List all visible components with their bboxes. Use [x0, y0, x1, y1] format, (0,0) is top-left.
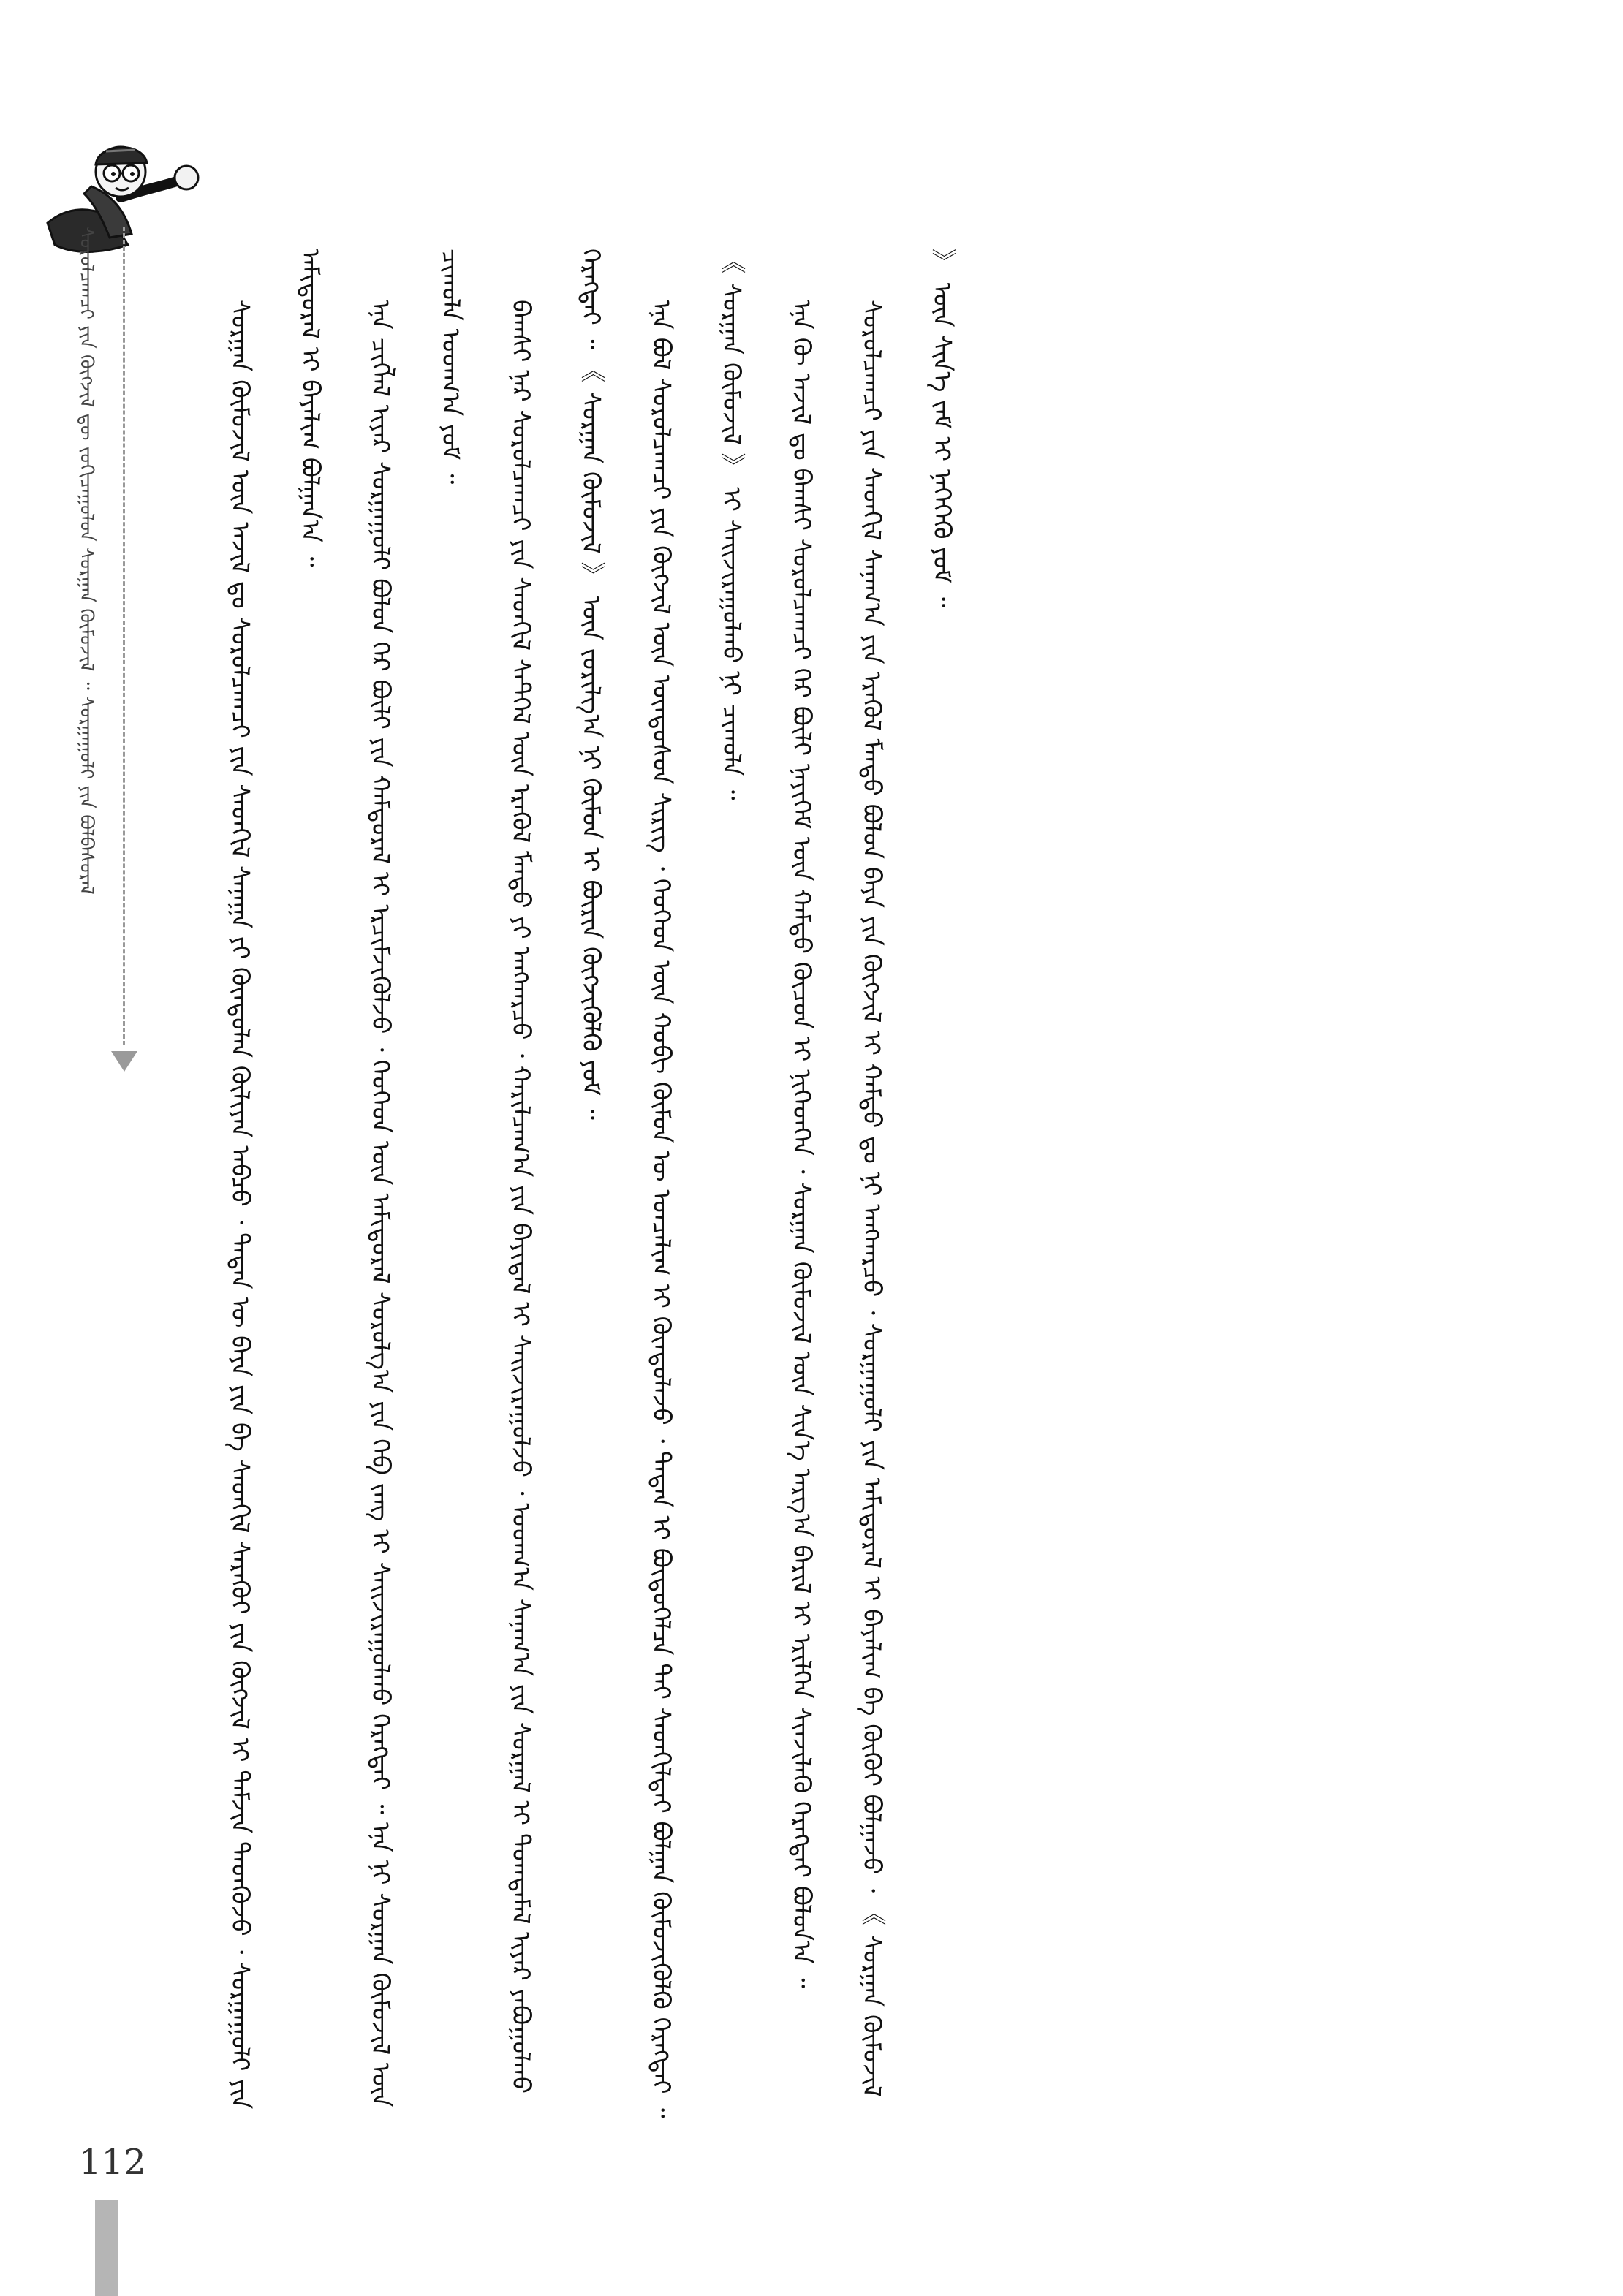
running-header: ᠰᠤᠷᠤᠯᠴᠠᠭᠴᠢ ᠶᠢᠨ ᠬᠥᠭᠵᠢᠯ ᠳᠦ ᠵᠣᠬᠢᠴᠠᠭᠤᠯᠤᠨ ᠰᠤᠷᠭᠠᠨ ᠬᠥᠮᠦᠵᠢᠯ ᠃ ᠰᠤᠷᠭᠠᠭᠤᠯᠢ ᠶᠢᠨ ᠪᠣᠯᠪᠠᠰᠤᠷᠠᠯ	[75, 227, 97, 895]
paragraph: ᠡᠨᠡ ᠪᠣᠯ ᠰᠤᠷᠤᠯᠴᠠᠭᠴᠢ ᠶᠢᠨ ᠬᠥᠭᠵᠢᠯ ᠦᠨ ᠦᠨᠳᠦᠰᠦᠨ ᠰᠢᠷᠢᠭ ᠂ ᠬᠡᠦᠬᠡᠳ ᠦᠨ ᠬᠤᠪᠢ ᠬᠦᠮᠦᠨ ᠦ ᠣᠨᠴᠠᠯᠢᠭ ᠢ ᠬᠦᠨᠳᠦᠯᠡᠵᠦ ᠂ ᠲᠡᠳᠡᠨ ᠢ ᠪᠦᠲᠦᠭᠡᠯᠴᠡ ᠲᠠᠢ ᠰᠡᠳᠬᠢᠯᠲᠡᠢ ᠪᠣᠯᠭᠠᠨ ᠬᠥᠮᠦᠵᠢᠭᠦᠯᠬᠦ ᠬᠡᠷᠡᠭᠲᠡᠢ ᠃ 《 ᠰᠤᠷᠭᠠᠨ ᠬᠥᠮᠦᠵᠢᠯ 》 ᠢ ᠰᠠᠢᠵᠢᠷᠠᠭᠤᠯᠬᠤ ᠨᠢ ᠴᠢᠬᠤᠯᠠ ᠃	[646, 249, 746, 2118]
page-edge-tab	[95, 2200, 118, 2296]
paragraph: ᠰᠤᠷᠤᠯᠴᠠᠭᠴᠢ ᠶᠢᠨ ᠰᠡᠳᠬᠢᠯ ᠰᠠᠨᠠᠭ᠎ᠠ ᠶᠢᠨ ᠡᠷᠡᠭᠦᠯ ᠮᠡᠨᠳᠦ ᠪᠣᠯᠤᠨ ᠪᠡᠶᠡ ᠶᠢᠨ ᠬᠥᠭᠵᠢᠯ ᠢ ᠬᠠᠮᠲᠤ ᠳᠤ ᠨᠢ ᠠᠩᠬᠠᠷᠴᠤ ᠂ ᠰᠤᠷᠭᠠᠭᠤᠯᠢ ᠶᠢᠨ ᠠᠮᠢᠳᠤᠷᠠᠯ ᠢ ᠪᠠᠶᠠᠯᠢᠭ ᠪᠠ ᠬᠥᠬᠦᠢ ᠪᠣᠯᠭᠠᠵᠤ ᠂ 《 ᠰᠤᠷᠭᠠᠨ ᠬᠥᠮᠦᠵᠢᠯ 》 ᠦᠨ ᠰᠢᠨ᠎ᠡ ᠵᠠᠮ ᠢ ᠨᠡᠭᠡᠭᠡᠬᠦ ᠶᠤᠮ ᠃	[857, 249, 956, 2097]
paragraph: ᠡᠨᠡ ᠬᠦ ᠠᠵᠢᠯ ᠳᠤ ᠪᠠᠭᠰᠢ ᠰᠤᠷᠤᠯᠴᠠᠭᠴᠢ ᠭᠡᠷ ᠪᠦᠯᠢ ᠨᠡᠶᠢᠭᠡᠮ ᠦᠨ ᠬᠠᠮᠲᠤ ᠬᠦᠴᠦᠨ ᠢ ᠨᠢᠭᠡᠳᠬᠡᠨ ᠂ ᠰᠤᠷᠭᠠᠨ ᠬᠥᠮᠦᠵᠢᠯ ᠦᠨ ᠰᠢᠨ᠎ᠡ ᠠᠷᠭ᠎ᠠ ᠪᠠᠷᠢᠯ ᠢ ᠡᠷᠢᠯᠬᠡᠨ ᠰᠢᠨᠵᠢᠯᠡᠬᠦ ᠬᠡᠷᠡᠭᠲᠡᠢ ᠪᠣᠯᠤᠨ᠎ᠠ ᠃	[787, 300, 816, 1989]
paragraph: ᠰᠤᠷᠭᠠᠨ ᠬᠥᠮᠦᠵᠢᠯ ᠦᠨ ᠠᠵᠢᠯ ᠳᠤ ᠰᠤᠷᠤᠯᠴᠠᠭᠴᠢ ᠶᠢᠨ ᠰᠡᠳᠬᠢᠯ ᠰᠠᠨᠠᠭᠠ ᠶᠢ ᠬᠦᠨᠳᠦᠯᠡᠨ ᠬᠦᠯᠢᠶᠡᠨ ᠠᠪᠴᠤ ᠂ ᠲᠡᠳᠡᠨ ᠦ ᠪᠡᠶᠡ ᠶᠢᠨ ᠪᠠ ᠰᠡᠳᠬᠢᠯ ᠰᠡᠷᠡᠬᠦᠢ ᠶᠢᠨ ᠬᠥᠭᠵᠢᠯ ᠢ ᠳᠡᠮᠵᠢᠨ ᠲᠡᠳᠭᠦᠵᠦ ᠂ ᠰᠤᠷᠭᠠᠭᠤᠯᠢ ᠶᠢᠨ ᠠᠮᠢᠳᠤᠷᠠᠯ ᠢ ᠪᠠᠶᠠᠯᠢᠭ ᠪᠣᠯᠭᠠᠨ᠎ᠠ ᠃	[225, 249, 325, 2110]
triangle-marker-icon	[111, 1051, 137, 1072]
page-number: 112	[79, 2142, 146, 2183]
body-text	[205, 249, 1440, 2120]
paragraph: ᠡᠨᠡ ᠴᠢᠭᠯᠡᠯ ᠢᠶᠡᠷ ᠰᠤᠷᠭᠠᠭᠤᠯᠢ ᠪᠣᠯᠤᠨ ᠭᠡᠷ ᠪᠦᠯᠢ ᠶᠢᠨ ᠬᠠᠮᠲᠤᠷᠠᠯ ᠢ ᠡᠷᠴᠢᠮᠵᠢᠭᠦᠯᠵᠦ ᠂ ᠬᠡᠦᠬᠡᠳ ᠦᠨ ᠠᠮᠢᠳᠤᠷᠠᠯ ᠰᠤᠷᠤᠯᠭ᠎ᠠ ᠶᠢᠨ ᠬᠡᠪ ᠵᠠᠩ ᠢ ᠰᠠᠢᠵᠢᠷᠠᠭᠤᠯᠬᠤ ᠬᠡᠷᠡᠭᠲᠡᠢ ᠃ ᠡᠨᠡ ᠨᠢ ᠰᠤᠷᠭᠠᠨ ᠬᠥᠮᠦᠵᠢᠯ ᠦᠨ ᠴᠢᠬᠤᠯᠠ ᠤᠳᠬ᠎ᠠ ᠶᠤᠮ ᠃	[366, 249, 465, 2107]
header-dashed-rule	[123, 227, 125, 1045]
paragraph: ᠪᠠᠭᠰᠢ ᠨᠠᠷ ᠰᠤᠷᠤᠯᠴᠠᠭᠴᠢ ᠶᠢᠨ ᠰᠡᠳᠬᠢᠯ ᠰᠡᠲᠭᠡᠯ ᠦᠨ ᠡᠷᠡᠬᠦᠯ ᠮᠡᠨᠳᠦ ᠶᠢ ᠠᠩᠬᠠᠷᠴᠤ ᠂ ᠬᠠᠷᠢᠯᠴᠠᠭ᠎ᠠ ᠶᠢᠨ ᠪᠠᠶᠢᠳᠠᠯ ᠢ ᠰᠠᠢᠵᠢᠷᠠᠭᠤᠯᠵᠤ ᠂ ᠤᠳᠬ᠎ᠠ ᠰᠠᠨᠠᠭ᠎ᠠ ᠶᠢᠨ ᠰᠤᠷᠭᠠᠯ ᠢ ᠲᠤᠭᠲᠠᠮᠠᠯ ᠢᠶᠡᠷ ᠶᠠᠪᠤᠭᠤᠯᠬᠤ ᠬᠡᠷᠡᠭᠲᠡᠢ ᠃ 《 ᠰᠤᠷᠭᠠᠨ ᠬᠥᠮᠦᠵᠢᠯ 》 ᠦᠨ ᠵᠣᠷᠢᠯᠭ᠎ᠠ ᠨᠢ ᠬᠦᠮᠦᠨ ᠢ ᠪᠦᠷᠢᠨ ᠬᠥᠭᠵᠢᠭᠦᠯᠬᠦ ᠶᠤᠮ ᠃	[506, 249, 605, 2094]
